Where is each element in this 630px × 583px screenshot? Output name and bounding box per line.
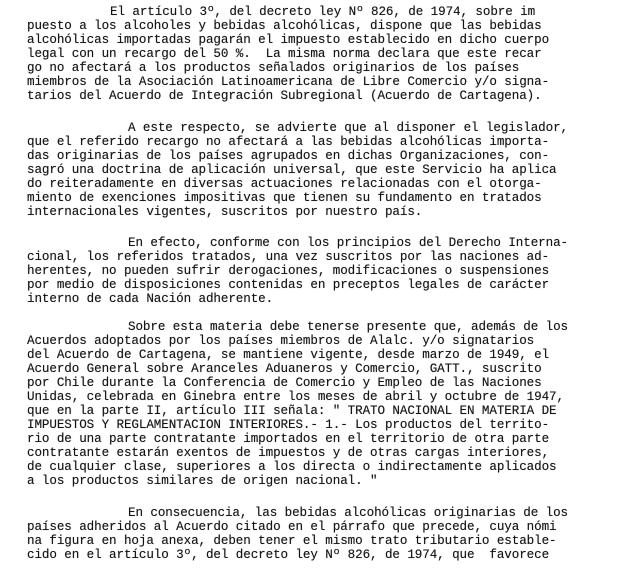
- text-line: Sobre esta materia debe tenerse presente que, además de los: [128, 320, 568, 334]
- text-line: legal con un recargo del 50 %. La misma norma declara que este recar: [27, 47, 542, 61]
- text-line: sagró una doctrina de aplicación universal, que este Servicio ha aplica: [27, 163, 557, 177]
- text-line: del Acuerdo de Cartagena, se mantiene vigente, desde marzo de 1949, el: [27, 348, 550, 362]
- text-line: A este respecto, se advierte que al disponer el legislador,: [128, 121, 568, 135]
- text-line: de cualquier clase, superiores a los directa o indirectamente aplicados: [27, 460, 557, 474]
- text-line: cido en el artículo 3º, del decreto ley Nº 826, de 1974, que favorece: [27, 548, 550, 562]
- text-line: rio de una parte contratante importados en el territorio de otra parte: [27, 432, 550, 446]
- text-line: Acuerdo General sobre Aranceles Aduaneros y Comercio, GATT., suscrito: [27, 362, 542, 376]
- text-line: puesto a los alcoholes y bebidas alcohólicas, dispone que las bebidas: [27, 19, 542, 33]
- text-line: das originarias de los países agrupados en dichas Organizaciones, con-: [27, 149, 550, 163]
- text-line: En consecuencia, las bebidas alcohólicas originarias de los: [128, 506, 568, 520]
- text-line: herentes, no pueden sufrir derogaciones, modificaciones o suspensiones: [27, 264, 550, 278]
- text-line: contratante estarán exentos de impuestos y de otras cargas interiores,: [27, 446, 550, 460]
- text-line: a los productos similares de origen nacional. ": [27, 474, 378, 488]
- text-line: do reiteradamente en diversas actuaciones relacionadas con el otorga-: [27, 177, 542, 191]
- text-line: internacionales vigentes, suscritos por nuestro país.: [27, 205, 423, 219]
- text-line: miento de exenciones impositivas que tienen su fundamento en tratados: [27, 191, 542, 205]
- text-line: Acuerdos adoptados por los países miembros de Alalc. y/o signatarios: [27, 334, 535, 348]
- text-line: tarios del Acuerdo de Integración Subregional (Acuerdo de Cartagena).: [27, 89, 542, 103]
- text-line: En efecto, conforme con los principios del Derecho Interna-: [128, 236, 568, 250]
- text-line: cional, los referidos tratados, una vez suscritos por las naciones ad-: [27, 250, 550, 264]
- text-line: que el referido recargo no afectará a las bebidas alcohólicas importa-: [27, 135, 550, 149]
- text-line: por medio de disposiciones contenidas en preceptos legales de carácter: [27, 278, 550, 292]
- text-line: alcohólicas importadas pagarán el impuesto establecido en dicho cuerpo: [27, 33, 550, 47]
- text-line: que en la parte II, artículo III señala: " TRATO NACIONAL EN MATERIA DE: [27, 404, 557, 418]
- text-line: IMPUESTOS Y REGLAMENTACION INTERIORES.- 1.- Los productos del territo-: [27, 418, 550, 432]
- text-line: El artículo 3º, del decreto ley Nº 826, de 1974, sobre im: [110, 5, 536, 19]
- text-line: go no afectará a los productos señalados originarios de los países: [27, 61, 520, 75]
- text-line: por Chile durante la Conferencia de Comercio y Empleo de las Naciones: [27, 376, 542, 390]
- text-line: interno de cada Nación adherente.: [27, 292, 274, 306]
- text-line: miembros de la Asociación Latinoamericana de Libre Comercio y/o signa-: [27, 75, 550, 89]
- text-line: na figura en hoja anexa, deben tener el mismo trato tributario estable-: [27, 534, 557, 548]
- text-line: países adheridos al Acuerdo citado en el párrafo que precede, cuya nómi: [27, 520, 557, 534]
- text-line: Unidas, celebrada en Ginebra entre los meses de abril y octubre de 1947,: [27, 390, 564, 404]
